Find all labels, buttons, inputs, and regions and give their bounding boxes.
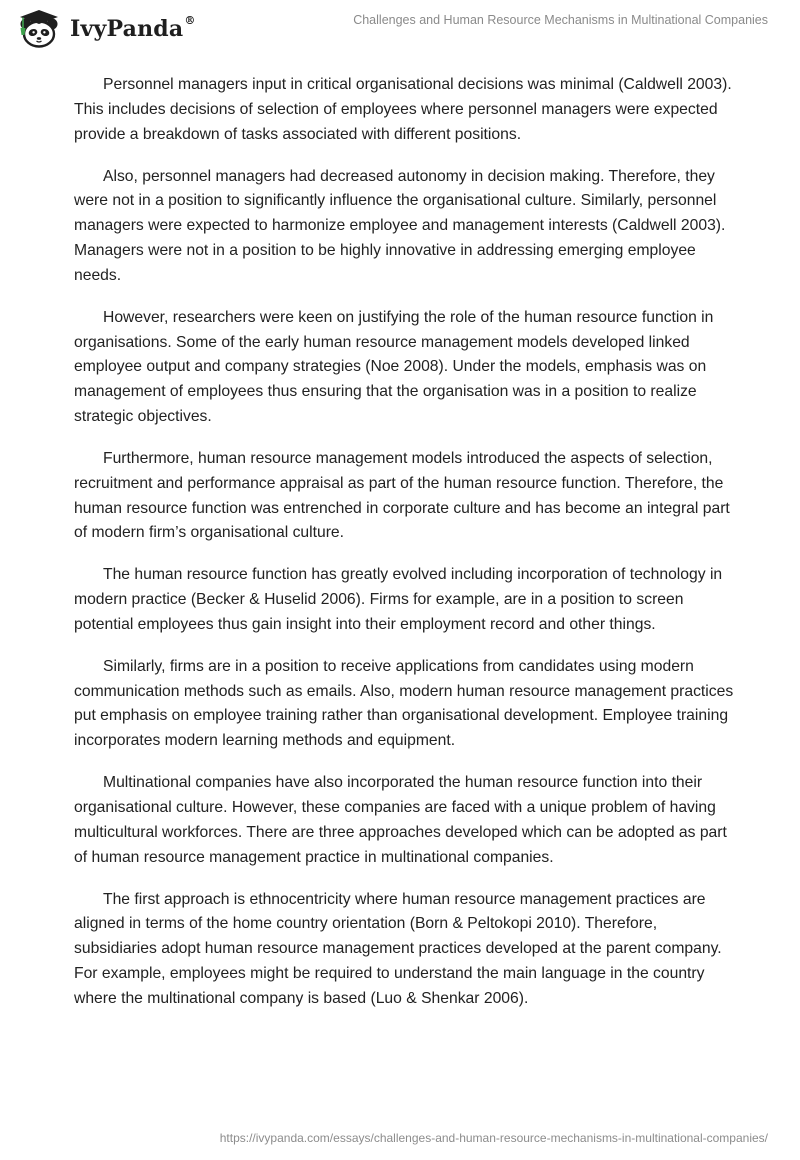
- paragraph: Personnel managers input in critical organisational decisions was minimal (Caldwell 2003). This includes decisions of selection of employees where personnel managers were expected provide a breakdown of tasks associated with different positions.: [74, 76, 732, 143]
- paragraph: The human resource function has greatly evolved including incorporation of technology in modern practice (Becker & Huselid 2006). Firms for example, are in a position to screen potential employees thus gain insight into their employment record and other things.: [74, 566, 723, 633]
- page-header: [0, 0, 800, 60]
- document-title: Challenges and Human Resource Mechanisms in Multinational Companies: [353, 13, 768, 27]
- paragraph: Multinational companies have also incorporated the human resource function into their organisational culture. However, these companies are faced with a unique problem of having multicultural workforces. There are three approaches developed which can be adopted as part of human resource management practice in multinational companies.: [74, 774, 727, 866]
- paragraph: Similarly, firms are in a position to receive applications from candidates using modern communication methods such as emails. Also, modern human resource management practices put emphasis on employee training rather than organisational development. Employee training incorporates modern learning methods and equipment.: [74, 657, 734, 750]
- essay-body: [74, 73, 734, 1029]
- paragraph: However, researchers were keen on justifying the role of the human resource function in organisations. Some of the early human resource management models developed linked employee output and company strategies (Noe 2008). Under the models, emphasis was on management of employees thus ensuring that the organisation was in a position to realize strategic objectives.: [74, 308, 714, 425]
- panda-graduate-icon: [14, 8, 64, 48]
- paragraph: Also, personnel managers had decreased autonomy in decision making. Therefore, they were not in a position to significantly influence the organisational culture. Similarly, personnel managers were expected to harmonize employee and management interests (Caldwell 2003). Managers were not in a position to be highly innovative in addressing emerging employee needs.: [74, 167, 726, 284]
- paragraph: The first approach is ethnocentricity where human resource management practices are aligned in terms of the home country orientation (Born & Peltokopi 2010). Therefore, subsidiaries adopt human resource management practices developed at the parent company. For example, employees might be required to understand the main language in the country where the multinational company is based (Luo & Shenkar 2006).: [74, 890, 722, 1007]
- logo-wordmark: [70, 13, 196, 42]
- logo-text: IvyPanda: [70, 16, 184, 42]
- paragraph: Furthermore, human resource management models introduced the aspects of selection, recruitment and performance appraisal as part of the human resource function. Therefore, the human resource function was entrenched in corporate culture and has become an integral part of modern firm’s organisational culture.: [74, 449, 730, 542]
- registered-mark: ®: [184, 13, 196, 27]
- source-url[interactable]: https://ivypanda.com/essays/challenges-and-human-resource-mechanisms-in-multinational-companies/: [219, 1131, 768, 1145]
- ivypanda-logo[interactable]: [14, 8, 196, 48]
